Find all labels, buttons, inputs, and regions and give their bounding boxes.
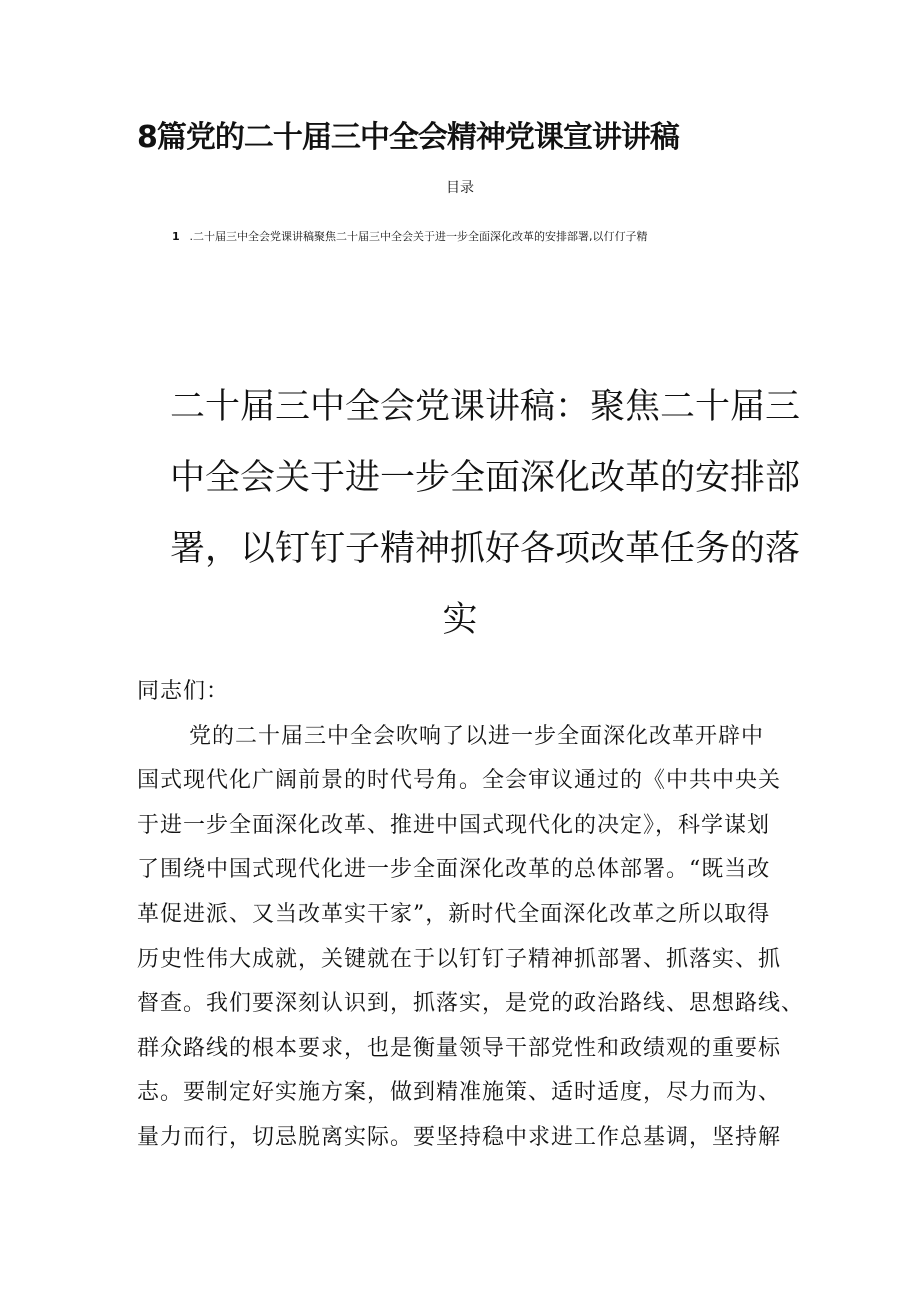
paragraph-line: 于进一步全面深化改革、推进中国式现代化的决定》，科学谋划 [137, 812, 771, 838]
paragraph-line: 了围绕中国式现代化进一步全面深化改革的总体部署。“既当改 [137, 857, 771, 883]
salutation: 同志们： [137, 679, 230, 704]
toc-entry-text: .二十届三中全会党课讲稿聚焦二十届三中全会关于进一步全面深化改革的安排部署,以仃仃子精 [189, 230, 648, 243]
toc-entry-number: 1 [172, 230, 180, 243]
section-title-line: 中全会关于进一步全面深化改革的安排部 [170, 458, 801, 498]
toc-heading: 目录 [446, 180, 474, 196]
paragraph-line: 历史性伟大成就，关键就在于以钉钉子精神抓部署、抓落实、抓 [137, 946, 782, 972]
section-title-line: 实 [442, 600, 478, 640]
paragraph-line: 群众路线的根本要求，也是衡量领导干部党性和政绩观的重要标 [137, 1035, 782, 1061]
paragraph-line: 量力而行，切忌脱离实际。要坚持稳中求进工作总基调，坚持解 [137, 1124, 782, 1150]
section-title-line: 二十届三中全会党课讲稿：聚焦二十届三 [170, 387, 801, 427]
section-title-line: 署，以钉钉子精神抓好各项改革任务的落 [170, 529, 801, 569]
section-title [170, 372, 801, 656]
document-title: 8篇党的二十届三中全会精神党课宣讲讲稿 [137, 120, 679, 155]
paragraph-line: 国式现代化广阔前景的时代号角。全会审议通过的《中共中央关 [137, 768, 782, 794]
body-text [137, 670, 805, 1161]
paragraph-line: 督查。我们要深刻认识到，抓落实，是党的政治路线、思想路线、 [137, 991, 805, 1017]
paragraph-line: 志。要制定好实施方案，做到精准施策、适时适度，尽力而为、 [137, 1080, 782, 1106]
paragraph-line: 党的二十届三中全会吹响了以进一步全面深化改革开辟中 [189, 723, 765, 749]
paragraph-line: 革促进派、又当改革实干家”，新时代全面深化改革之所以取得 [137, 901, 771, 927]
toc-entry[interactable] [172, 228, 732, 246]
